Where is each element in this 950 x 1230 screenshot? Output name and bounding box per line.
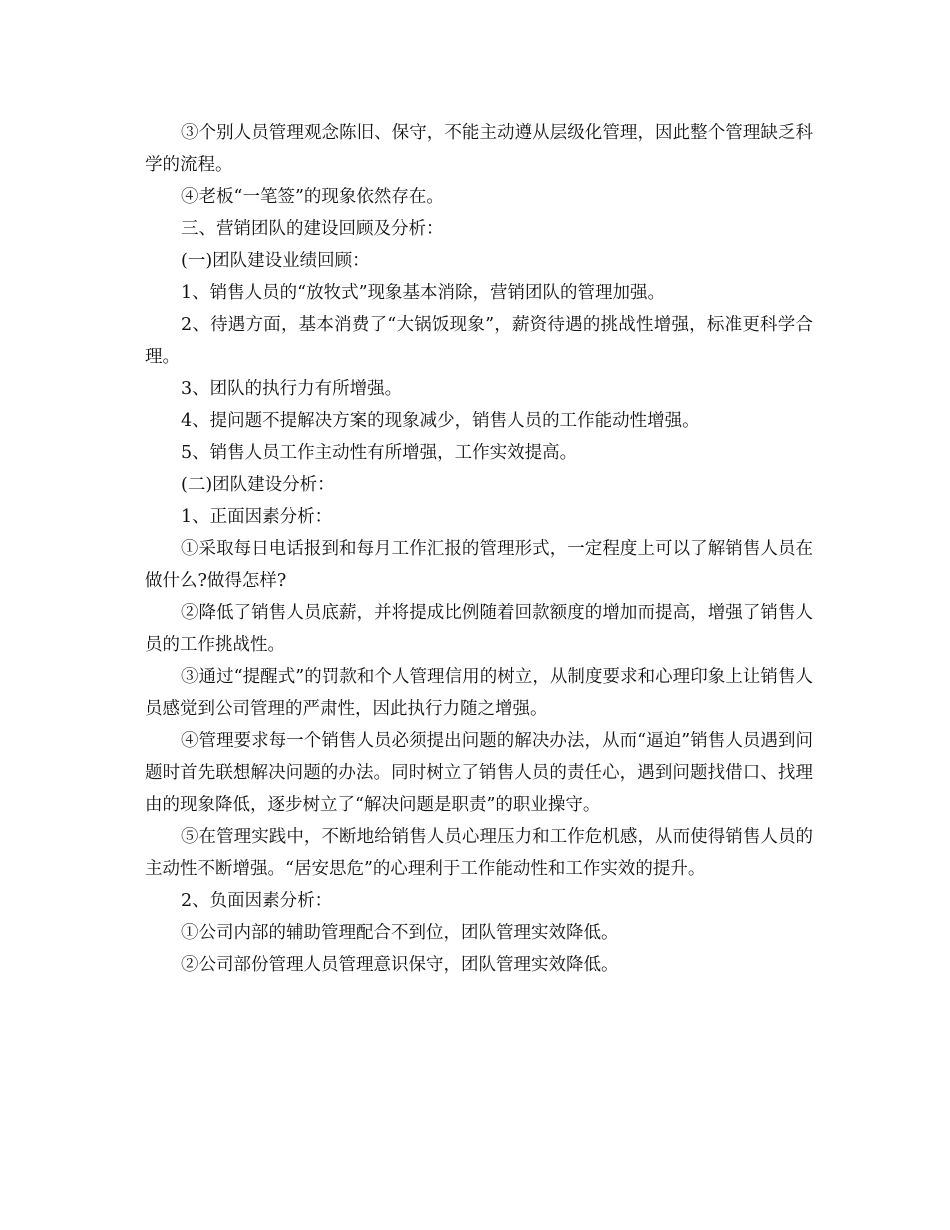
- subsection-heading-team-analysis: (二)团队建设分析：: [181, 475, 335, 495]
- list-item: ⑤在管理实践中，不断地给销售人员心理压力和工作危机感，从而使得销售人员的主动性不断增强。“居安思危”的心理利于工作能动性和工作实效的提升。: [145, 827, 813, 879]
- list-item: ③通过“提醒式”的罚款和个人管理信用的树立，从制度要求和心理印象上让销售人员感觉到公司管理的严肃性，因此执行力随之增强。: [145, 667, 813, 719]
- document-body: [145, 117, 813, 981]
- paragraph-management-concept: ③个别人员管理观念陈旧、保守，不能主动遵从层级化管理，因此整个管理缺乏科学的流程。: [145, 123, 813, 175]
- list-item: ①公司内部的辅助管理配合不到位，团队管理实效降低。: [181, 923, 619, 943]
- list-item: 3、团队的执行力有所增强。: [181, 379, 403, 399]
- section-heading-team-building: 三、营销团队的建设回顾及分析：: [181, 219, 444, 239]
- subsection-heading-performance-review: (一)团队建设业绩回顾：: [181, 251, 370, 271]
- list-item: ②公司部份管理人员管理意识保守，团队管理实效降低。: [181, 955, 619, 975]
- list-item: ②降低了销售人员底薪，并将提成比例随着回款额度的增加而提高，增强了销售人员的工作挑战性。: [145, 603, 813, 655]
- list-item: 2、待遇方面，基本消费了“大锅饭现象”，薪资待遇的挑战性增强，标准更科学合理。: [145, 315, 813, 367]
- subheading-negative-factors: 2、负面因素分析：: [181, 891, 333, 911]
- list-item: 4、提问题不提解决方案的现象减少，销售人员的工作能动性增强。: [181, 411, 700, 431]
- list-item: 1、销售人员的“放牧式”现象基本消除，营销团队的管理加强。: [181, 283, 666, 303]
- paragraph-boss-signature: ④老板“一笔签”的现象依然存在。: [181, 187, 444, 207]
- list-item: ④管理要求每一个销售人员必须提出问题的解决办法，从而“逼迫”销售人员遇到问题时首先联想解决问题的办法。同时树立了销售人员的责任心，遇到问题找借口、找理由的现象降低，逐步树立了“解决问题是职责”的职业操守。: [145, 731, 813, 815]
- list-item: 5、销售人员工作主动性有所增强，工作实效提高。: [181, 443, 578, 463]
- subheading-positive-factors: 1、正面因素分析：: [181, 507, 333, 527]
- list-item: ①采取每日电话报到和每月工作汇报的管理形式，一定程度上可以了解销售人员在做什么?做得怎样?: [145, 539, 813, 591]
